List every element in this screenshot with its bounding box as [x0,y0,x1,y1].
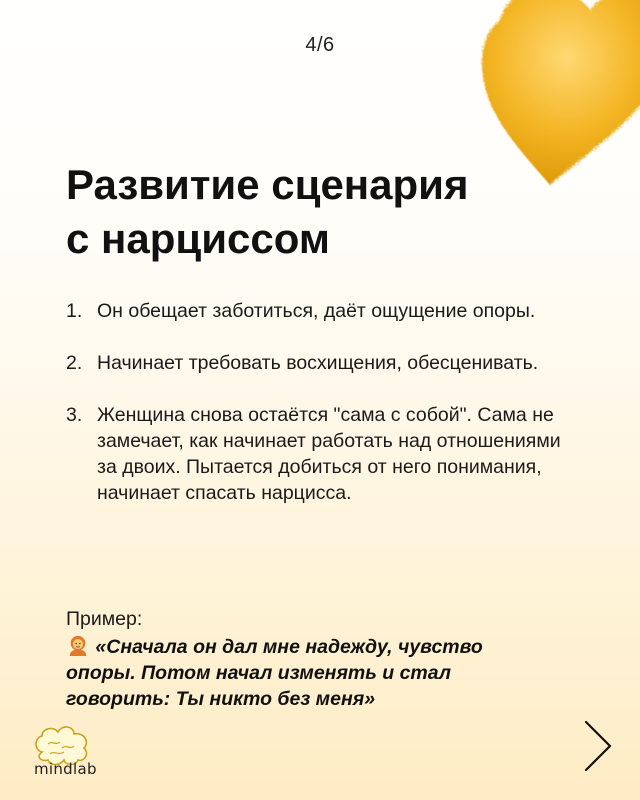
list-item [66,402,566,506]
title-line-1: Развитие сценария [66,161,469,208]
step-number: 3. [66,404,83,426]
chevron-right-icon[interactable] [580,718,616,774]
steps-list [66,298,566,532]
page-counter: 4/6 [305,34,335,56]
example-quote [66,634,556,712]
step-number: 2. [66,352,83,374]
brand-logo-text: mindlab [34,760,97,778]
step-text: Начинает требовать восхищения, обесценивать. [97,352,539,374]
quote-text: «Сначала он дал мне надежду, чувство опоры. Потом начал изменять и стал говорить: Ты никто без меня» [66,636,483,710]
step-number: 1. [66,300,83,322]
woman-emoji-icon [66,634,90,656]
page-title [66,158,546,266]
title-line-2: с нарциссом [66,215,330,262]
step-text: Женщина снова остаётся "сама с собой". Сама не замечает, как начинает работать над отношениями за двоих. Пытается добиться от него понимания, начинает спасать нарцисса. [97,404,561,504]
list-item [66,298,566,324]
step-text: Он обещает заботиться, даёт ощущение опоры. [97,300,536,322]
example-label: Пример: [66,608,143,630]
list-item [66,350,566,376]
